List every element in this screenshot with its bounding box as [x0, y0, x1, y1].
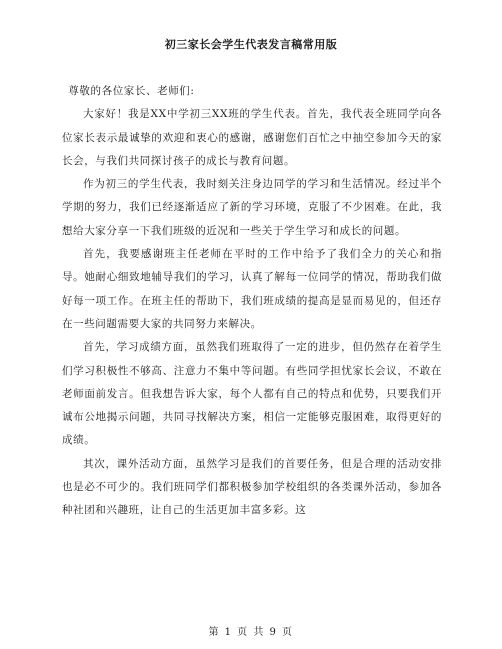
- salutation: 尊敬的各位家长、老师们:: [68, 85, 195, 97]
- paragraph-5: 其次，课外活动方面，虽然学习是我们的首要任务，但是合理的活动安排也是必不可少的。我们班同学们都积极参加学校组织的各类课外活动，参加各种社团和兴趣班，让自己的生活更加丰富多彩。这: [62, 457, 442, 517]
- paragraph-1: 大家好！我是XX中学初三XX班的学生代表。首先，我代表全班同学向各位家长表示最诚挚的欢迎和衷心的感谢，感谢您们百忙之中抽空参加今天的家长会，与我们共同探讨孩子的成长与教育问题。: [62, 108, 442, 167]
- paragraph-3: 首先，我要感谢班主任老师在平时的工作中给予了我们全力的关心和指导。她耐心细致地辅导我们的学习，认真了解每一位同学的情况，帮助我们做好每一项工作。在班主任的帮助下，我们班成绩的提高是显而易见的，但还存在一些问题需要大家的共同努力来解决。: [62, 248, 442, 330]
- document-title: 初三家长会学生代表发言稿常用版: [164, 38, 338, 51]
- paragraph-4: 首先，学习成绩方面，虽然我们班取得了一定的进步，但仍然存在着学生们学习积极性不够高、注意力不集中等问题。有些同学担忧家长会议，不敢在老师面前发言。但我想告诉大家，每个人都有自己的特点和优势，只要我们开诚布公地揭示问题，共同寻找解决方案，相信一定能够克服困难，取得更好的成绩。: [62, 341, 442, 447]
- paragraph-2: 作为初三的学生代表，我时刻关注身边同学的学习和生活情况。经过半个学期的努力，我们已经逐渐适应了新的学习环境，克服了不少困难。在此，我想给大家分享一下我们班级的近况和一些关于学生学习和成长的问题。: [62, 178, 442, 237]
- document-body: [62, 80, 442, 523]
- page-footer: 第 1 页 共 9 页: [208, 627, 294, 638]
